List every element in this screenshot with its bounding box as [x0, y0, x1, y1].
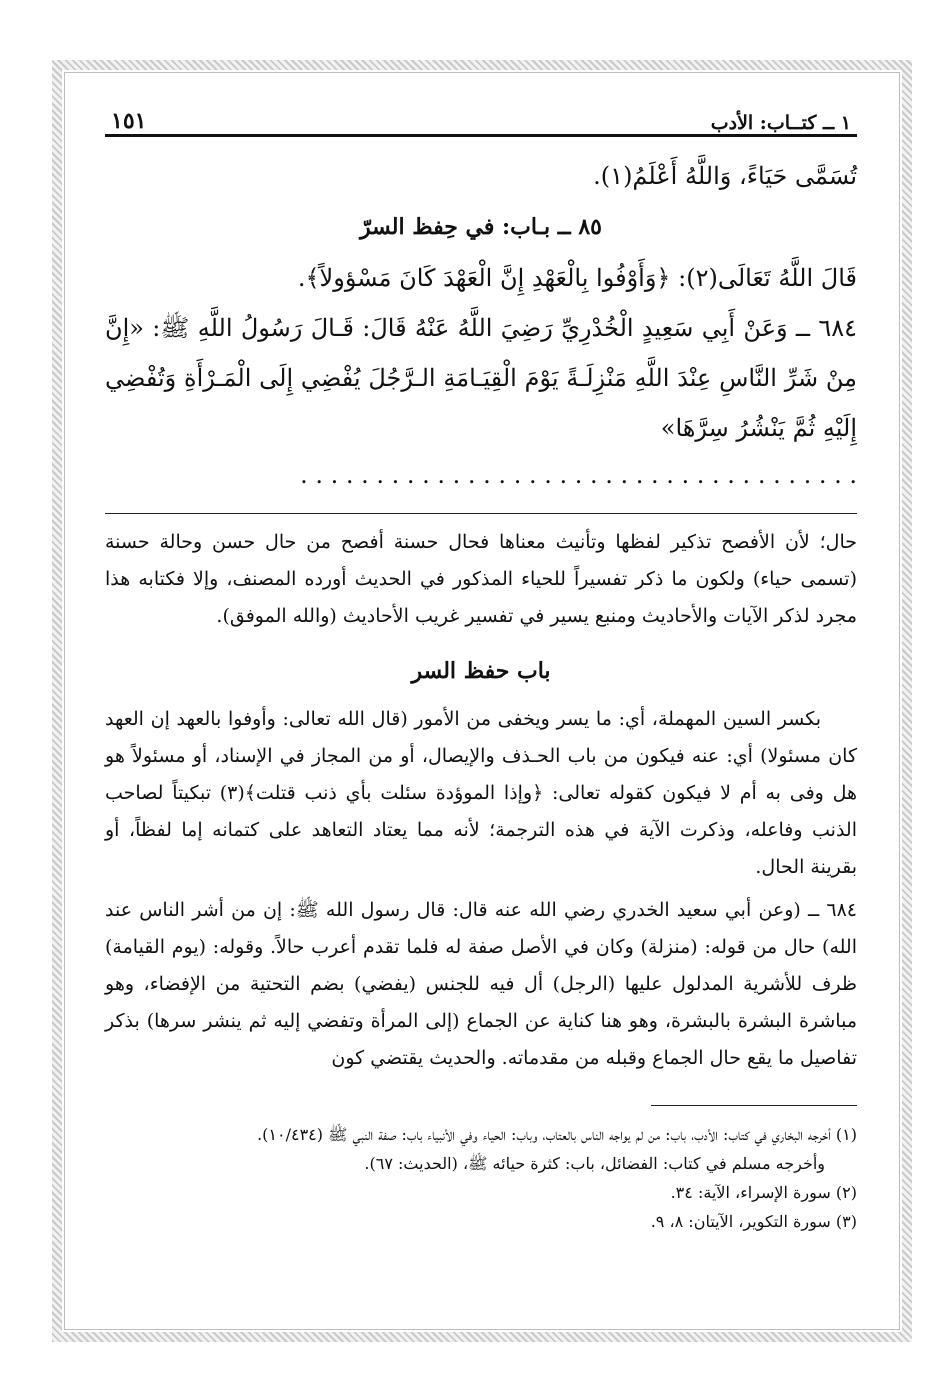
continued-line: تُسَمَّى حَيَاءً، وَاللَّهُ أَعْلَمُ(١).: [593, 162, 857, 190]
quran-verse: قَالَ اللَّهُ تَعَالَى(٢): ﴿وَأَوْفُوا بِالْعَهْدِ إِنَّ الْعَهْدَ كَانَ مَسْؤولاً﴾.: [297, 264, 857, 292]
section-divider: [105, 513, 857, 514]
hadith-text: ٦٨٤ ــ وَعَنْ أَبِي سَعِيدٍ الْخُدْرِيِّ رَضِيَ اللَّهُ عَنْهُ قَالَ: قَـالَ رَسُولُ اللَّهِ ﷺ: «إِنَّ مِنْ شَرِّ النَّاسِ عِنْدَ اللَّهِ مَنْزِلَـةً يَوْمَ الْقِيَـامَةِ الـرَّجُلَ يُفْضِي إِلَى الْمَـرْأَةِ وَتُفْضِي إِلَيْهِ ثُمَّ يَنْشُرُ سِرَّهَا»: [105, 314, 857, 442]
commentary-paragraph-1: حال؛ لأن الأفصح تذكير لفظها وتأنيث معناها فحال حسنة أفصح من حال حسن وحالة حسنة (تسمى حياء) ولكون ما ذكر تفسيراً للحياء المذكور في الحديث أورده المصنف، وإلا فكتابه هذا مجرد لذكر الآيات والأحاديث ومنبع يسير في تفسير غريب الأحاديث (والله الموفق).: [105, 531, 857, 627]
footnote-1: (١) أخرجه البخاري في كتاب: الأدب، باب: من لم يواجه الناس بالعتاب، وباب: الحياء وفي الأنبياء باب: صفة النبي ﷺ (١٠/٤٣٤).: [257, 1125, 857, 1144]
commentary-paragraph-3: ٦٨٤ ــ (وعن أبي سعيد الخدري رضي الله عنه قال: قال رسول الله ﷺ: إن من أشر الناس عند الله) حال من قوله: (منزلة) وكان في الأصل صفة له فلما تقدم أعرب حالاً. وقوله: (يوم القيامة) ظرف للأشرية المدلول عليها (الرجل) أل فيه للجنس (يفضي) بضم التحتية من الإفضاء، وهو مباشرة البشرة بالبشرة، وهو هنا كناية عن الجماع (إلى المرأة وتفضي إليه ثم ينشر سرها) بذكر تفاصيل ما يقع حال الجماع وقبله من مقدماته. والحديث يقتضي كون: [105, 899, 857, 1069]
page-number: ١٥١: [111, 108, 147, 134]
chapter-title: ٨٥ ــ بـاب: في حِفظ السرّ: [360, 214, 602, 240]
footnote-1-continuation: وأخرجه مسلم في كتاب: الفضائل، باب: كثرة حيائه ﷺ، (الحديث: ٦٧).: [364, 1154, 825, 1173]
footnote-divider: [651, 1105, 857, 1106]
dotted-leader: . . . . . . . . . . . . . . . . . . . . . . . . . . . . . . . . . . . . .: [300, 461, 857, 489]
commentary-paragraph-2: بكسر السين المهملة، أي: ما يسر ويخفى من الأمور (قال الله تعالى: وأوفوا بالعهد إن العهد كان مسئولا) أي: عنه فيكون من باب الحـذف والإيصال، أو من المجاز في الإسناد، أو مسئولاً هو هل وفى به أم لا فيكون كقوله تعالى: ﴿وإذا الموؤدة سئلت بأي ذنب قتلت﴾(٣) تبكيتاً لصاحب الذنب وفاعله، وذكرت الآية في هذه الترجمة؛ لأنه مما يعتاد التعاهد على كتمانه إما لفظاً، أو بقرينة الحال.: [105, 708, 858, 878]
running-header: [105, 92, 857, 137]
book-page: [105, 92, 857, 1236]
commentary-heading: باب حفظ السر: [411, 658, 551, 684]
footnote-3: (٣) سورة التكوير، الآيتان: ٨، ٩.: [650, 1212, 857, 1231]
book-title: ١ ــ كتــاب: الأدب: [710, 112, 851, 134]
footnote-2: (٢) سورة الإسراء، الآية: ٣٤.: [670, 1183, 857, 1202]
